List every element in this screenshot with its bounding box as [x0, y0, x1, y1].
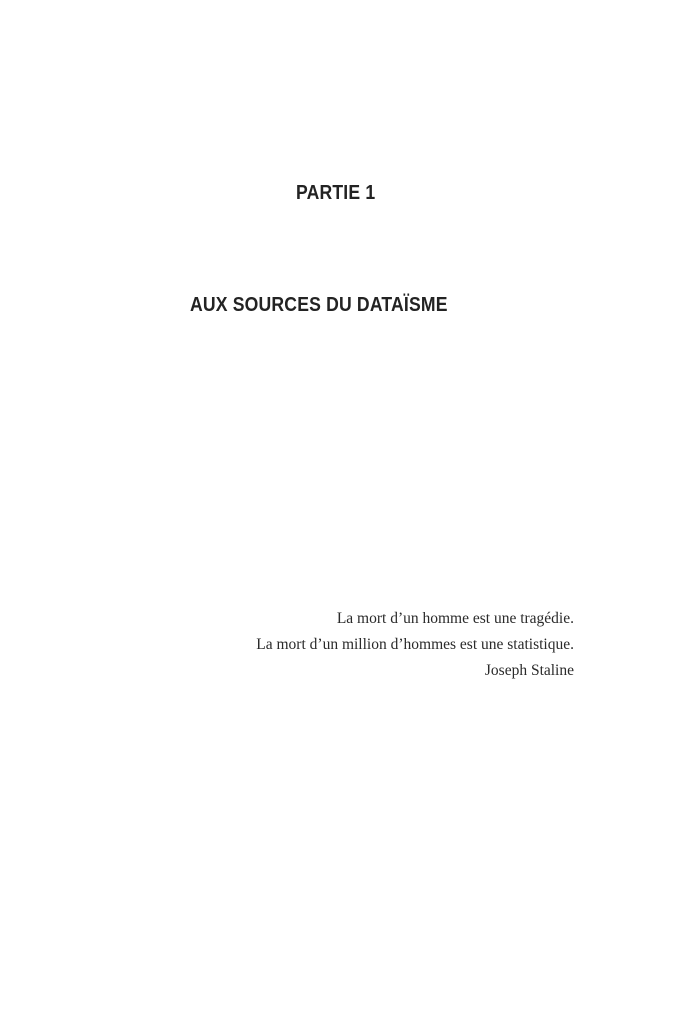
- epigraph-line: La mort d’un homme est une tragédie.: [336, 610, 574, 627]
- epigraph: [154, 606, 574, 684]
- epigraph-author: Joseph Staline: [484, 662, 574, 679]
- part-number-heading: PARTIE 1: [296, 182, 376, 204]
- epigraph-line: La mort d’un million d’hommes est une statistique.: [256, 636, 574, 653]
- part-title-heading: AUX SOURCES DU DATAÏSME: [190, 294, 448, 316]
